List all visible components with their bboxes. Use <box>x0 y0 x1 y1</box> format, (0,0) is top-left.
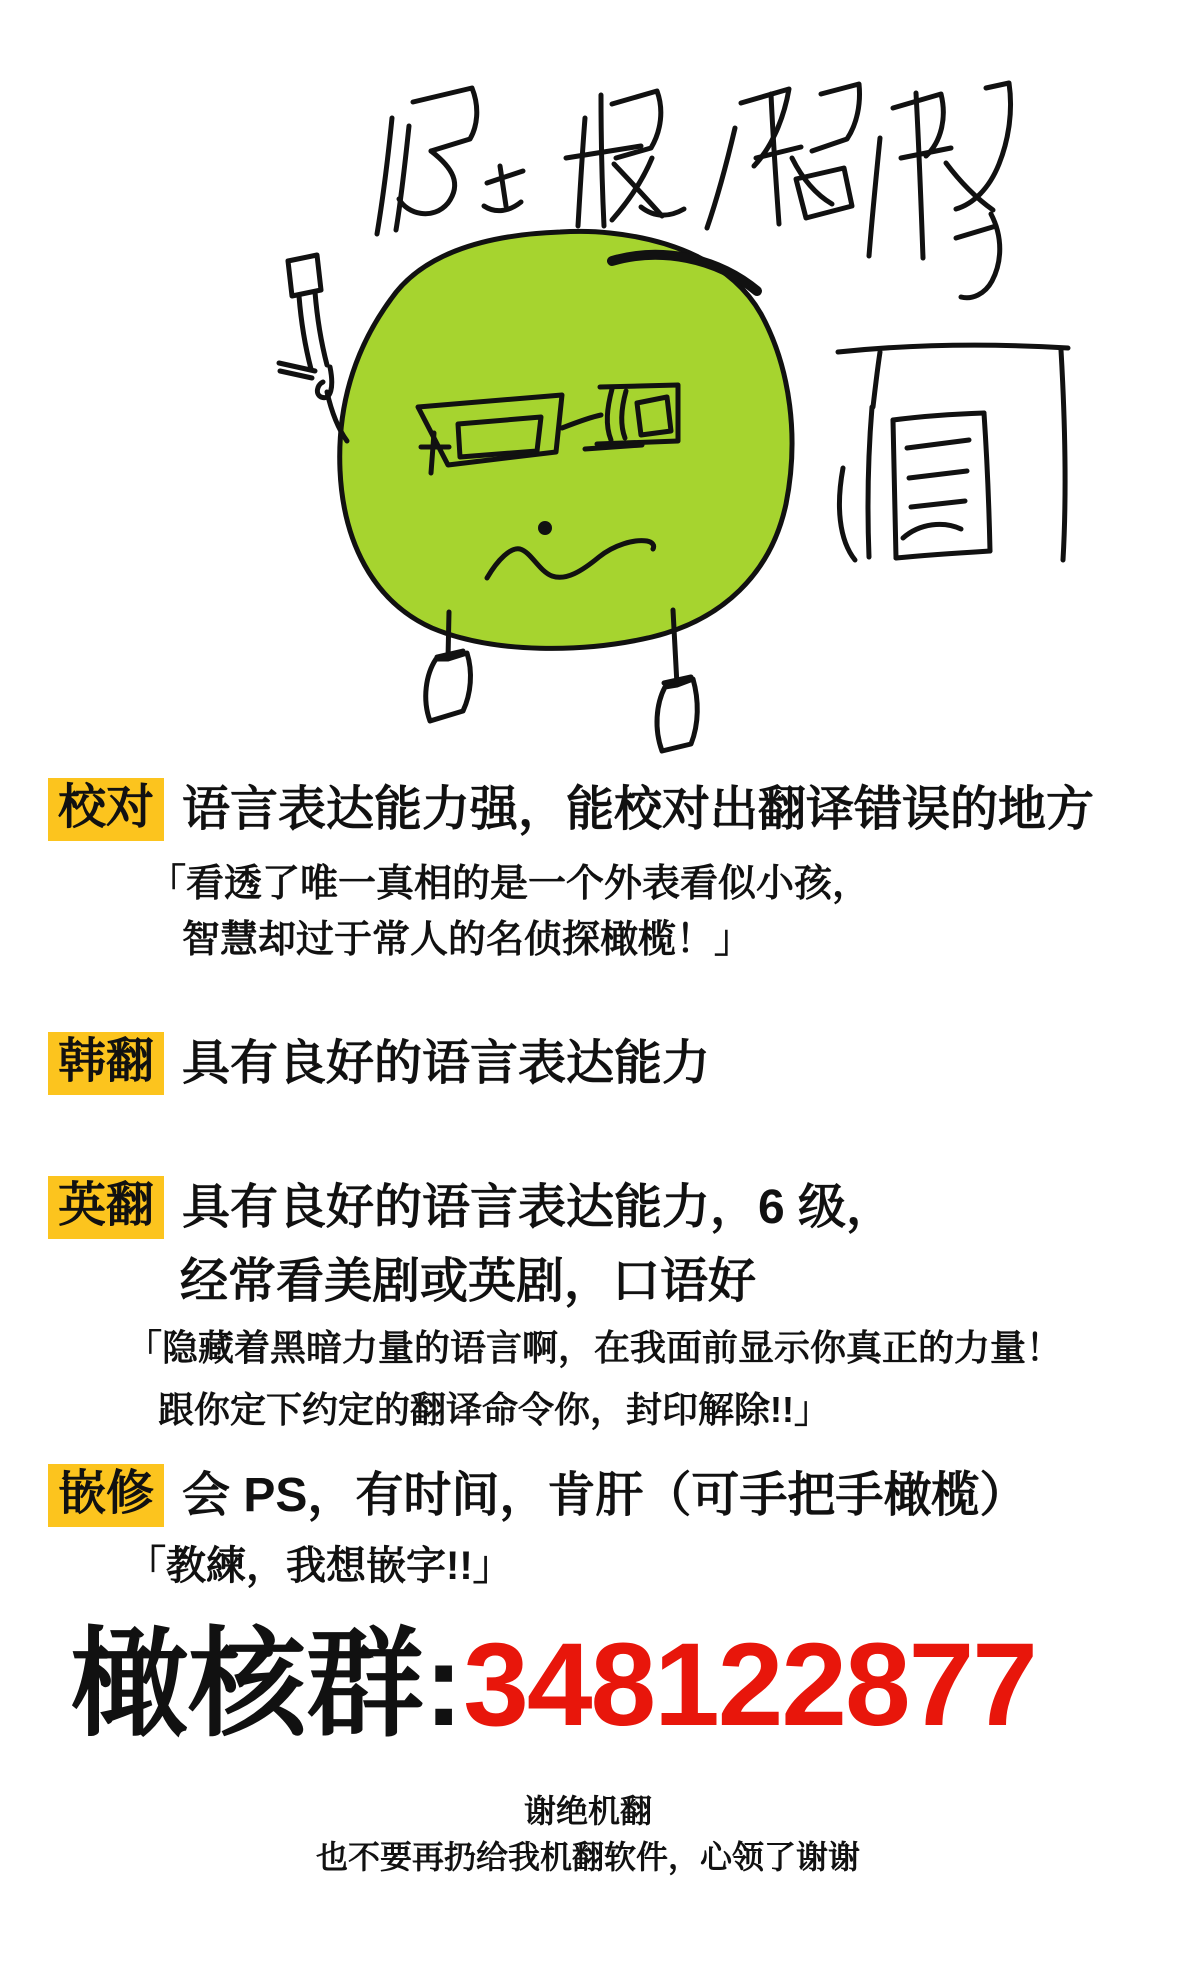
mascot-body <box>340 231 792 648</box>
section-heading: 具有良好的语言表达能力，6 级， <box>182 1180 895 1234</box>
section-heading-line2: 经常看美剧或英剧，口语好 <box>180 1255 757 1308</box>
section-row-proofread <box>48 778 1094 841</box>
section-tag: 校对 <box>48 778 164 841</box>
section-tag: 韩翻 <box>48 1032 164 1095</box>
section-row-korean <box>48 1032 710 1095</box>
section-row-typeset <box>48 1464 1027 1527</box>
section-quote: 跟你定下约定的翻译命令你，封印解除!!」 <box>158 1389 830 1430</box>
group-number: 348122877 <box>463 1619 1036 1751</box>
group-id-line <box>70 1619 1036 1751</box>
section-quote: 智慧却过于常人的名侦探橄榄！」 <box>182 919 753 961</box>
section-quote: 「隐藏着黑暗力量的语言啊，在我面前显示你真正的力量！ <box>126 1327 1063 1368</box>
footer-note-1: 谢绝机翻 <box>523 1793 652 1829</box>
group-label: 橄核群: <box>70 1619 464 1751</box>
section-row-english <box>48 1176 894 1239</box>
section-tag: 嵌修 <box>48 1464 164 1527</box>
section-heading: 会 PS，有时间，肯肝（可手把手橄榄） <box>182 1468 1028 1522</box>
section-quote: 「教練，我想嵌字!!」 <box>126 1544 513 1588</box>
section-heading: 语言表达能力强，能校对出翻译错误的地方 <box>182 782 1095 836</box>
section-tag: 英翻 <box>48 1176 164 1239</box>
sign-board-doodle <box>838 345 1068 560</box>
olive-mascot-doodle <box>0 0 1200 780</box>
section-quote: 「看透了唯一真相的是一个外表看似小孩， <box>148 863 871 905</box>
mascot-arm-and-pen <box>279 255 347 441</box>
section-heading: 具有良好的语言表达能力 <box>182 1036 711 1090</box>
footer-note-2: 也不要再扔给我机翻软件，心领了谢谢 <box>315 1839 860 1875</box>
